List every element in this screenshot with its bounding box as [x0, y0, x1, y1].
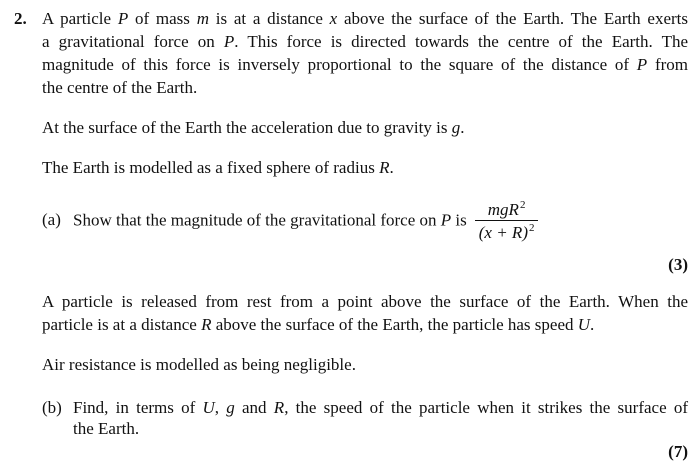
part-b — [42, 397, 688, 439]
release-line-2: particle is at a distance R above the surface of the Earth, the particle has speed U. — [42, 315, 595, 334]
part-b-line-1: (b) Find, in terms of U, g and R, the speed of the particle when it strikes the surface of — [42, 398, 689, 417]
part-b-marks: (7) — [668, 442, 688, 461]
part-a-label: (a) — [42, 210, 61, 230]
question-number: 2. — [14, 9, 27, 28]
intro-line-2: a gravitational force on P. This force is directed towards the centre of the Earth. The — [42, 32, 689, 51]
force-fraction — [475, 200, 539, 243]
air-resistance-statement: Air resistance is modelled as being negligible. — [42, 355, 356, 374]
part-a — [42, 200, 688, 243]
gravity-statement: At the surface of the Earth the acceleration due to gravity is g. — [42, 118, 465, 137]
fraction-numerator: mgR$^2$ — [475, 200, 539, 221]
part-a-marks: (3) — [668, 255, 688, 274]
intro-line-1: A particle P of mass m is at a distance x above the surface of the Earth. The Earth exerts — [42, 9, 688, 28]
intro-line-4: the centre of the Earth. — [42, 78, 198, 97]
intro-line-3: magnitude of this force is inversely proportional to the square of the distance of P from — [42, 55, 688, 74]
part-b-label: (b) — [42, 398, 62, 417]
fraction-denominator: $(x + R)^2$ — [478, 222, 535, 242]
part-a-text: Show that the magnitude of the gravitational force on P is — [73, 210, 467, 230]
release-line-1: A particle is released from rest from a point above the surface of the Earth. When the — [42, 292, 688, 311]
model-statement: The Earth is modelled as a fixed sphere of radius R. — [42, 158, 394, 177]
part-b-line-2: the Earth. — [73, 419, 140, 438]
